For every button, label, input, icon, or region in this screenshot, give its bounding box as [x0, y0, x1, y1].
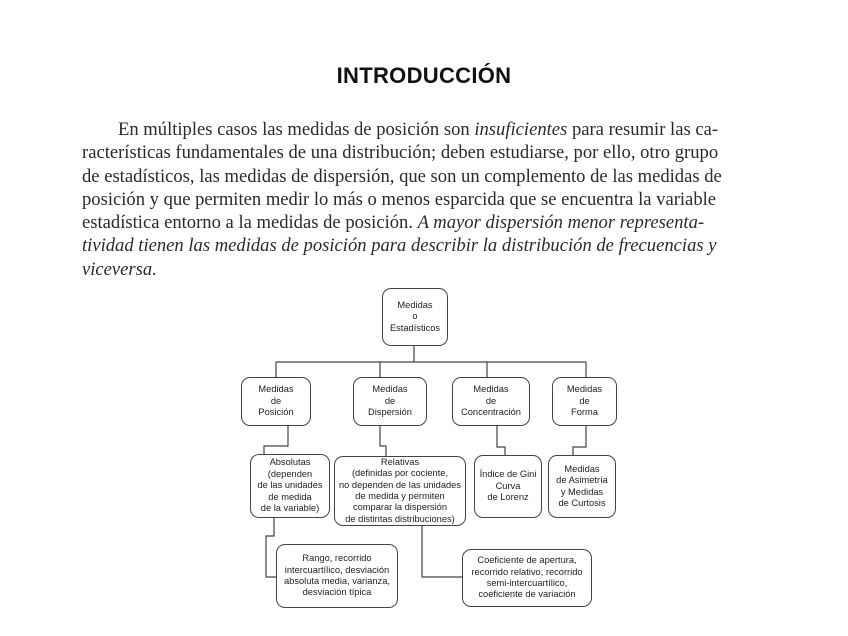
node-label: Absolutas (dependen de las unidades de medida de la variable) [257, 457, 323, 514]
node-relativas [334, 456, 466, 526]
paragraph-line-3: de estadísticos, las medidas de dispersión, que son un complemento de las medidas de [82, 165, 722, 187]
node-label: Medidas de Posición [258, 384, 294, 418]
node-coeficientes [462, 549, 592, 607]
node-label: Medidas de Forma [566, 384, 603, 418]
paragraph-line-7: viceversa. [82, 258, 157, 280]
node-medidas-posicion [241, 377, 311, 426]
paragraph-emphasis: insuficientes [474, 119, 568, 140]
node-label: Rango, recorrido intercuartílico, desviación absoluta media, varianza, desviación típica [284, 553, 390, 598]
paragraph-emphasis: A mayor dispersión menor representa- [417, 212, 705, 234]
node-rango-varianza [276, 544, 398, 608]
node-absolutas [250, 454, 330, 518]
paragraph-line-2: racterísticas fundamentales de una distribución; deben estudiarse, por ello, otro grupo [82, 142, 719, 164]
node-medidas-concentracion [452, 377, 530, 426]
node-label: Coeficiente de apertura, recorrido relativo, recorrido semi-intercuartílico, coeficiente de variación [471, 555, 583, 600]
node-medidas-estadisticos [382, 288, 448, 346]
node-label: Medidas de Concentración [461, 384, 521, 418]
node-label: Medidas de Asimetría y Medidas de Curtosis [556, 463, 608, 508]
node-label: Medidas de Dispersión [368, 384, 412, 418]
paragraph-line-6: tividad tienen las medidas de posición para describir la distribución de frecuencias y [82, 235, 717, 257]
node-label: Índice de Gini Curva de Lorenz [479, 469, 537, 503]
paragraph-text: En múltiples casos las medidas de posición son [118, 119, 475, 140]
node-label: Medidas o Estadísticos [389, 299, 441, 333]
node-medidas-dispersion [353, 377, 427, 426]
node-asimetria-curtosis [548, 455, 616, 518]
paragraph-text: estadística entorno a la medidas de posición. [82, 212, 418, 234]
node-label: Relativas (definidas por cociente, no dependen de las unidades de medida y permiten comparar la dispersión de distintas distribuciones) [339, 456, 461, 524]
paragraph-line-4: posición y que permiten medir lo más o menos esparcida que se encuentra la variable [82, 188, 717, 210]
node-medidas-forma [552, 377, 617, 426]
node-indice-gini [474, 455, 542, 518]
paragraph-text: para resumir las ca- [567, 119, 719, 140]
page-title: INTRODUCCIÓN [336, 63, 512, 88]
